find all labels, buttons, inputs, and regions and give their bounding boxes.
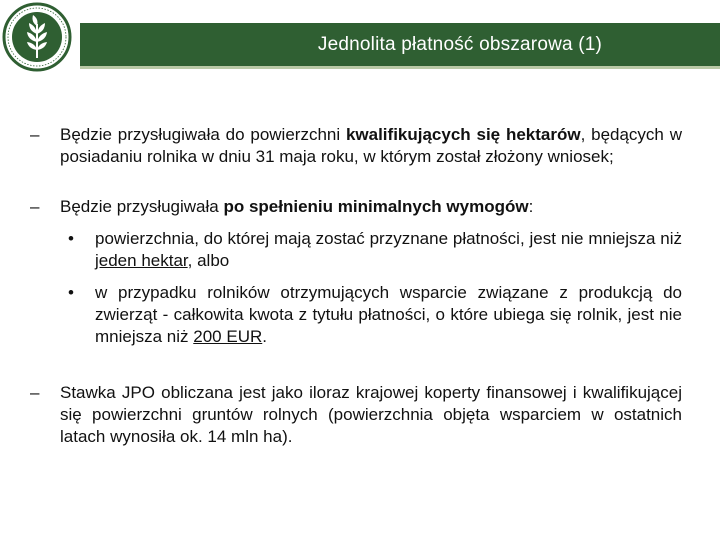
title-bar <box>80 23 720 69</box>
page-title: Jednolita płatność obszarowa (1) <box>317 33 603 55</box>
sub-item-text: , albo <box>187 251 230 270</box>
item-text: : <box>528 197 534 216</box>
underlined-text: jeden hektar <box>95 251 188 270</box>
bullet-marker: • <box>68 283 74 302</box>
sub-item-text: . <box>262 327 267 346</box>
item-text: Będzie przysługiwała <box>60 197 224 216</box>
underlined-text: 200 EUR <box>193 327 263 346</box>
dash-marker: – <box>30 125 40 144</box>
sub-list-item <box>30 228 682 272</box>
item-bold-text: kwalifikujących się hektarów <box>345 125 581 144</box>
list-item <box>30 382 682 448</box>
ministry-wheat-seal-icon <box>2 2 72 72</box>
sub-list-item <box>30 282 682 348</box>
item-text: Stawka JPO obliczana jest jako iloraz krajowej koperty finansowej i kwalifikującej się powierzchni gruntów rolnych (powierzchnia objęta wsparciem w ostatnich latach wynosiła ok. 14 mln ha). <box>60 383 682 446</box>
sub-item-text: w przypadku rolników otrzymujących wsparcie związane z produkcją do zwierząt - całkowita kwota z tytułu płatności, o które ubiega się rolnik, jest nie mniejsza niż <box>95 283 682 346</box>
dash-marker: – <box>30 197 40 216</box>
list-item <box>30 124 682 168</box>
item-text: Będzie przysługiwała do powierzchni <box>60 125 346 144</box>
sub-item-text: powierzchnia, do której mają zostać przyznane płatności, jest nie mniejsza niż <box>95 229 682 248</box>
item-bold-text: po spełnieniu minimalnych wymogów <box>223 197 529 216</box>
slide-content <box>30 124 682 448</box>
list-item <box>30 196 682 218</box>
dash-marker: – <box>30 383 40 402</box>
item-text: , będących w posiadaniu rolnika w dniu 31 maja roku, w którym został złożony wniosek; <box>60 125 682 166</box>
bullet-marker: • <box>68 229 74 248</box>
